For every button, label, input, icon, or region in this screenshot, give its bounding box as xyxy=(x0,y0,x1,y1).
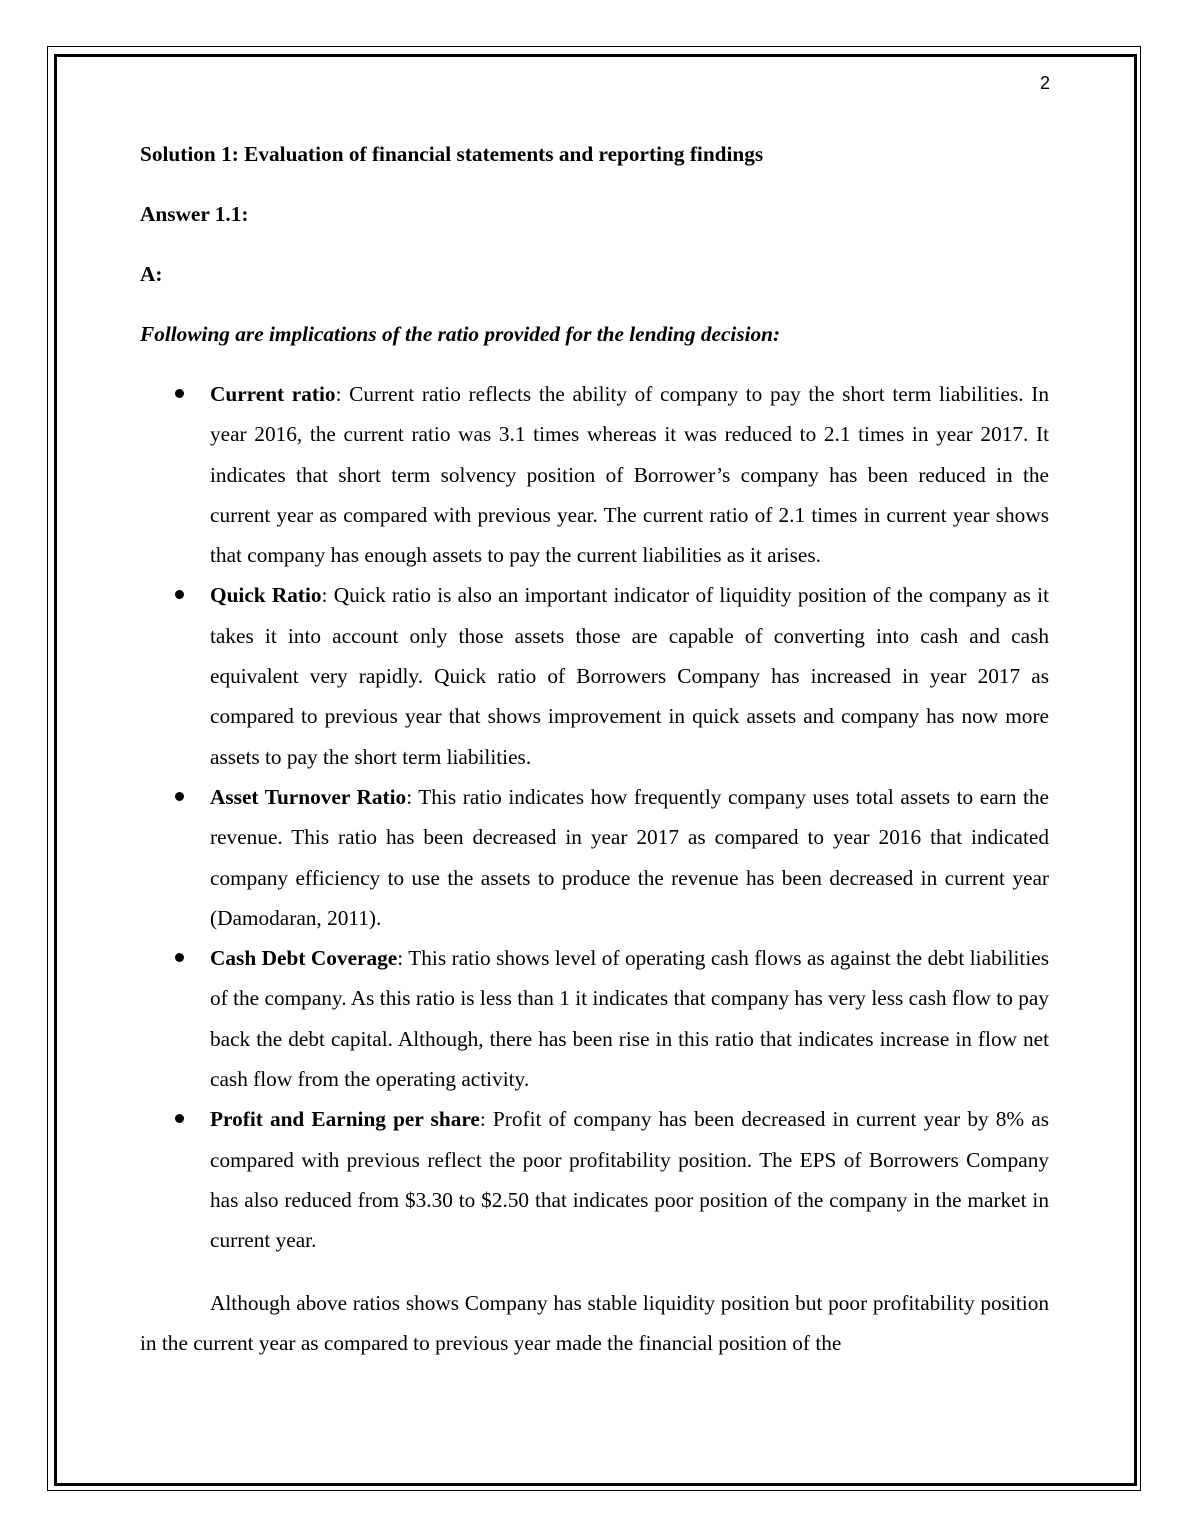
bullet-icon xyxy=(175,389,184,398)
list-item-text: : This ratio indicates how frequently company uses total assets to earn the revenue. This ratio has been decreased in year 2017 as compared to year 2016 that indicated company efficiency to use the assets to produce the revenue has been decreased in current year (Damodaran, 2011). xyxy=(210,784,1049,930)
list-item-text: : This ratio shows level of operating cash flows as against the debt liabilities of the company. As this ratio is less than 1 it indicates that company has very less cash flow to pay back the debt capital. Although, there has been rise in this ratio that indicates increase in flow net cash flow from the operating activity. xyxy=(210,946,1049,1092)
list-item-profit-and-eps xyxy=(140,1099,1049,1260)
bullet-icon xyxy=(175,590,184,599)
ratio-list xyxy=(140,374,1049,1261)
bullet-icon xyxy=(175,1114,184,1123)
list-item-term: Profit and Earning per share xyxy=(210,1107,480,1132)
bullet-icon xyxy=(175,953,184,962)
list-item-term: Asset Turnover Ratio xyxy=(210,784,407,809)
list-item-text: : Quick ratio is also an important indicator of liquidity position of the company as it takes it into account only those assets those are capable of converting into cash and cash equivalent very rapidly. Quick ratio of Borrowers Company has increased in year 2017 as compared to previous year that shows improvement in quick assets and company has now more assets to pay the short term liabilities. xyxy=(210,583,1049,769)
closing-paragraph: Although above ratios shows Company has stable liquidity position but poor profitability position in the current year as compared to previous year made the financial position of the xyxy=(140,1290,1049,1355)
answer-heading: Answer 1.1: xyxy=(140,202,249,226)
bullet-icon xyxy=(175,792,184,801)
part-heading: A: xyxy=(140,262,163,286)
list-item-cash-debt-coverage xyxy=(140,938,1049,1099)
intro-heading: Following are implications of the ratio provided for the lending decision: xyxy=(140,322,781,346)
list-item-asset-turnover-ratio xyxy=(140,777,1049,938)
solution-heading: Solution 1: Evaluation of financial statements and reporting findings xyxy=(140,142,764,166)
list-item-term: Current ratio xyxy=(210,382,336,406)
document-body xyxy=(140,136,1049,1363)
list-item-text: : Current ratio reflects the ability of company to pay the short term liabilities. In year 2016, the current ratio was 3.1 times whereas it was reduced to 2.1 times in year 2017. It indicates that short term solvency position of Borrower’s company has been reduced in the current year as compared with previous year. The current ratio of 2.1 times in current year shows that company has enough assets to pay the current liabilities as it arises. xyxy=(210,382,1049,568)
list-item-term: Cash Debt Coverage xyxy=(210,946,398,971)
list-item-term: Quick Ratio xyxy=(210,583,322,608)
list-item-current-ratio xyxy=(140,374,1049,575)
list-item-quick-ratio xyxy=(140,575,1049,776)
list-item-text: : Profit of company has been decreased in current year by 8% as compared with previous reflect the poor profitability position. The EPS of Borrowers Company has also reduced from $3.30 to $2.50 that indicates poor position of the company in the market in current year. xyxy=(210,1107,1049,1253)
page-number: 2 xyxy=(1039,73,1050,93)
